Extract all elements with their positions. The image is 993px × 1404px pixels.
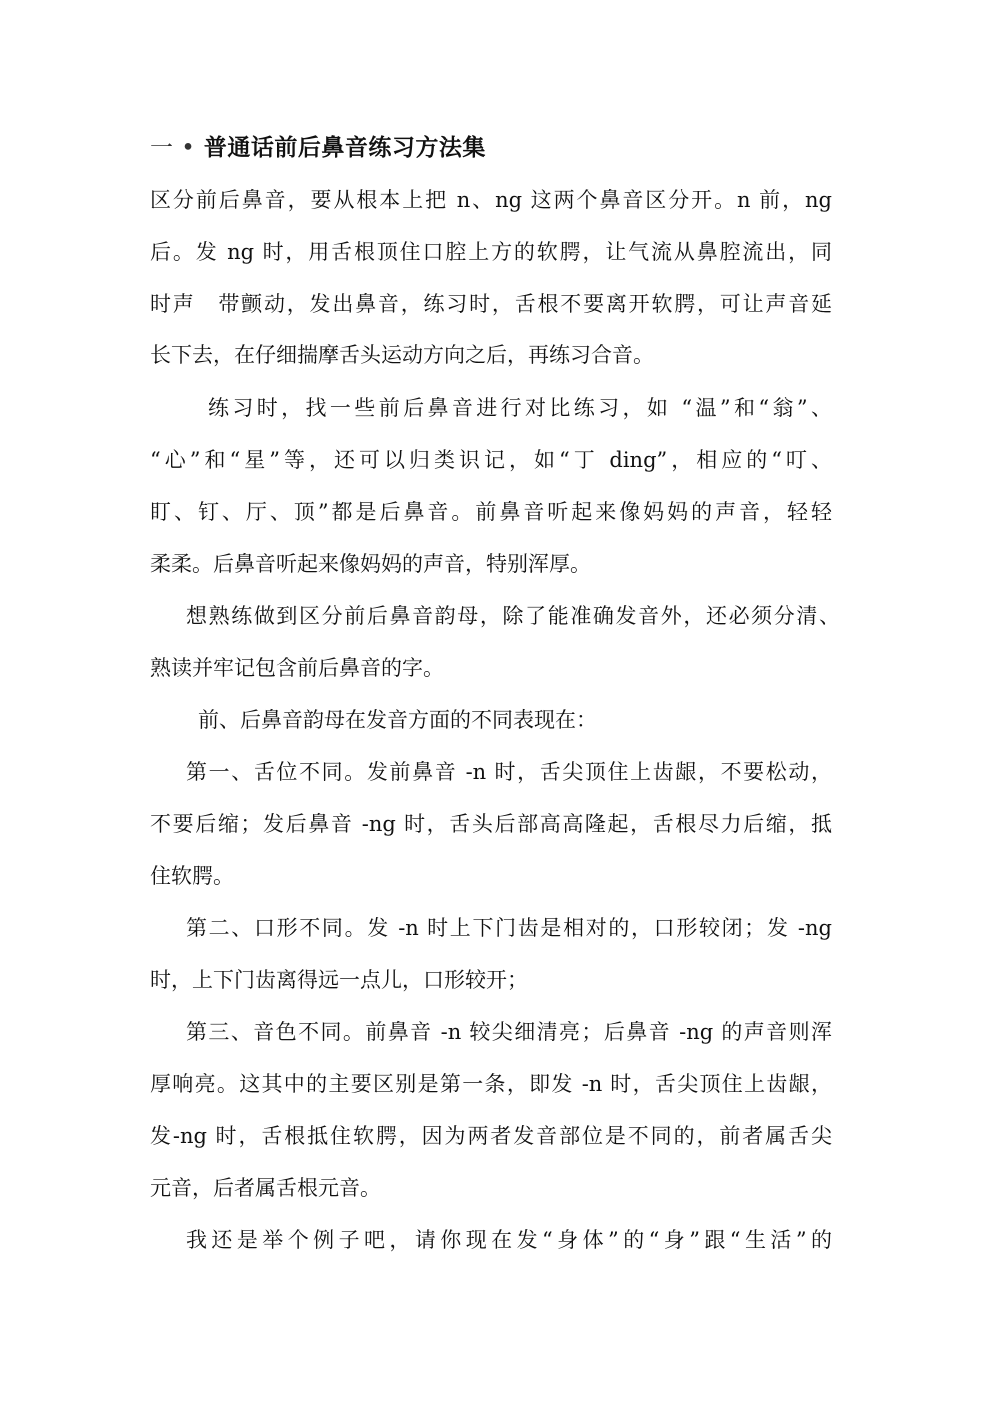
paragraph-1-line-2: 后。发 ng 时，用舌根顶住口腔上方的软腭，让气流从鼻腔流出，同 [150,240,832,264]
paragraph-1-line-3: 时声 带颤动，发出鼻音，练习时，舌根不要离开软腭，可让声音延 [150,292,832,316]
paragraph-5-line-1: 第一、舌位不同。发前鼻音 -n 时，舌尖顶住上齿龈，不要松动， [186,760,832,784]
paragraph-4-line-1: 前、后鼻音韵母在发音方面的不同表现在： [198,708,597,732]
paragraph-3-line-1: 想熟练做到区分前后鼻音韵母，除了能准确发音外，还必须分清、 [186,604,840,628]
paragraph-2-line-3: 盯、钉、厅、顶”都是后鼻音。前鼻音听起来像妈妈的声音，轻轻 [150,500,832,524]
paragraph-6-line-1: 第二、口形不同。发 -n 时上下门齿是相对的，口形较闭；发 -ng [186,916,832,940]
paragraph-2-line-4: 柔柔。后鼻音听起来像妈妈的声音，特别浑厚。 [150,552,591,576]
paragraph-6-line-2: 时，上下门齿离得远一点儿，口形较开； [150,968,528,992]
paragraph-7-line-3: 发-ng 时，舌根抵住软腭，因为两者发音部位是不同的，前者属舌尖 [150,1124,832,1148]
paragraph-2-line-1: 练习时，找一些前后鼻音进行对比练习，如 “温”和“翁”、 [208,396,832,420]
paragraph-5-line-3: 住软腭。 [150,864,234,888]
paragraph-7-line-4: 元音，后者属舌根元音。 [150,1176,381,1200]
document-title [150,132,486,164]
title-prefix: 一 • [150,135,196,161]
title-text: 普通话前后鼻音练习方法集 [203,134,486,161]
paragraph-1-line-4: 长下去，在仔细揣摩舌头运动方向之后，再练习合音。 [150,343,654,367]
paragraph-5-line-2: 不要后缩；发后鼻音 -ng 时，舌头后部高高隆起，舌根尽力后缩，抵 [150,812,832,836]
paragraph-1-line-1: 区分前后鼻音，要从根本上把 n、ng 这两个鼻音区分开。n 前，ng [150,188,832,212]
paragraph-7-line-2: 厚响亮。这其中的主要区别是第一条，即发 -n 时，舌尖顶住上齿龈， [150,1072,832,1096]
paragraph-8-line-1: 我还是举个例子吧，请你现在发“身体”的“身”跟“生活”的 [186,1228,832,1252]
paragraph-2-line-2: “心”和“星”等，还可以归类识记，如“丁 ding”，相应的“叮、 [150,448,832,472]
paragraph-7-line-1: 第三、音色不同。前鼻音 -n 较尖细清亮；后鼻音 -ng 的声音则浑 [186,1020,832,1044]
paragraph-3-line-2: 熟读并牢记包含前后鼻音的字。 [150,656,444,680]
